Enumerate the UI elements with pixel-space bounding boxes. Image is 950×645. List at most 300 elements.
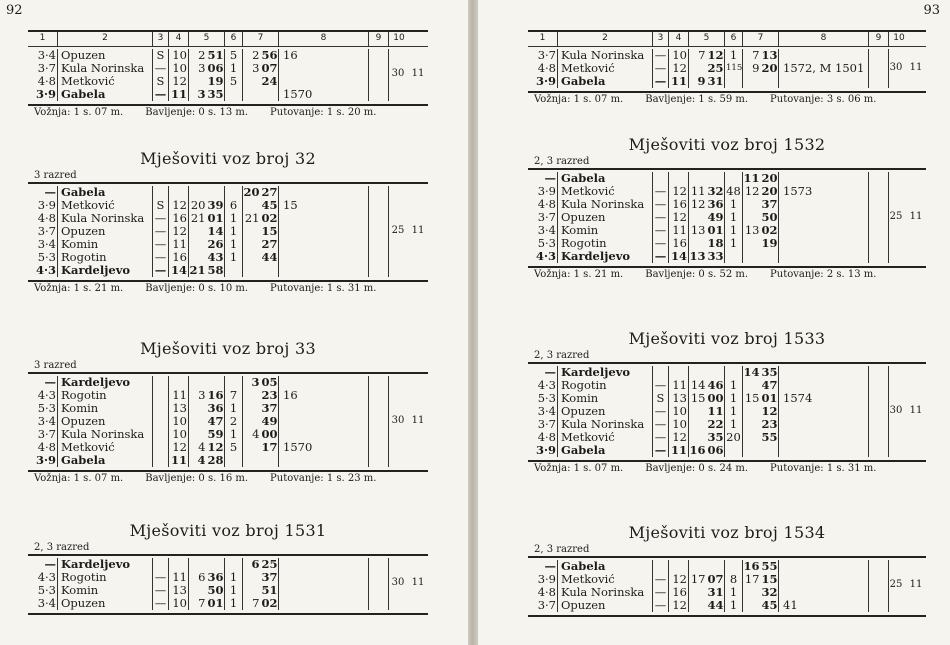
train-title: Mješoviti voz broj 1531 [129, 521, 327, 540]
table-row [528, 172, 926, 185]
departure-cell [243, 251, 279, 264]
station-cell: Kardeljevo [558, 250, 653, 263]
runtime-cell: 12 [169, 75, 189, 88]
symbol-cell: S [153, 75, 169, 88]
stop-time: Bavljenje: 0 s. 13 m. [145, 107, 249, 118]
arrival-minute: 28 [207, 454, 224, 467]
departure-minute [761, 75, 779, 88]
column-header-row [528, 32, 926, 47]
km-cell: 3·9 [528, 573, 558, 586]
speed-columns [388, 577, 428, 588]
col9-cell [869, 560, 889, 573]
col9-cell [369, 389, 389, 402]
connection-cell [279, 454, 369, 467]
col10-value: 11 [909, 405, 923, 416]
km-cell: 4·8 [28, 75, 58, 88]
runtime-cell [669, 560, 689, 573]
arrival-hour [189, 225, 207, 238]
departure-cell [743, 560, 779, 573]
connection-cell [279, 238, 369, 251]
km-cell: 3·7 [528, 49, 558, 62]
departure-minute: 56 [261, 49, 278, 62]
speed-columns [886, 62, 926, 73]
table-body [28, 184, 428, 282]
speed-columns [886, 579, 926, 590]
symbol-cell: — [153, 62, 169, 75]
arrival-minute: 12 [207, 441, 224, 454]
col10-cell [389, 441, 409, 454]
stop-cell: 1 [725, 224, 743, 237]
arrival-hour [189, 415, 207, 428]
departure-hour [243, 441, 261, 454]
station-cell: Metković [558, 431, 653, 444]
table-row [528, 392, 926, 405]
symbol-cell: — [653, 62, 669, 75]
table-row [28, 389, 428, 402]
col9-cell [869, 366, 889, 379]
departure-hour [243, 199, 261, 212]
arrival-hour: 7 [198, 597, 206, 610]
arrival-cell [689, 366, 725, 379]
runtime-cell [169, 376, 189, 389]
departure-minute: 49 [261, 415, 278, 428]
arrival-hour [689, 172, 707, 185]
km-cell: 3·7 [528, 418, 558, 431]
arrival-minute: 01 [707, 224, 724, 237]
col9-cell [369, 212, 389, 225]
col9-value: 30 [391, 68, 405, 79]
stop-cell [225, 558, 243, 571]
column-header-1: 1 [528, 32, 558, 46]
symbol-cell: — [653, 185, 669, 198]
arrival-minute: 59 [207, 428, 224, 441]
arrival-cell [689, 444, 725, 457]
symbol-cell: — [653, 250, 669, 263]
arrival-cell [189, 75, 225, 88]
speed-columns [388, 415, 428, 426]
departure-hour [243, 454, 261, 467]
class-label: 3 razred [34, 360, 77, 371]
col9-value: 30 [889, 405, 903, 416]
table-row [28, 441, 428, 454]
departure-minute: 27 [261, 186, 278, 199]
train-title: Mješoviti voz broj 33 [140, 339, 316, 358]
km-cell: 3·4 [528, 224, 558, 237]
departure-minute: 32 [761, 586, 778, 599]
arrival-minute: 11 [707, 405, 724, 418]
stop-cell [225, 376, 243, 389]
table-row [28, 75, 428, 88]
arrival-minute: 47 [207, 415, 224, 428]
departure-minute: 51 [261, 584, 278, 597]
col10-value: 11 [909, 211, 923, 222]
duration-footer [28, 282, 428, 296]
table-row [28, 238, 428, 251]
runtime-cell: 10 [669, 418, 689, 431]
table-row [28, 571, 428, 584]
travel-time: Vožnja: 1 s. 07 m. [534, 94, 624, 105]
col10-value: 11 [909, 62, 923, 73]
arrival-cell [689, 431, 725, 444]
runtime-cell: 14 [670, 250, 687, 263]
column-header-6: 6 [225, 32, 243, 46]
col9-cell [869, 237, 889, 250]
departure-cell [243, 49, 279, 62]
class-label: 3 razred [34, 170, 77, 181]
symbol-cell: — [653, 211, 669, 224]
arrival-hour: 9 [697, 75, 706, 88]
arrival-hour [689, 586, 707, 599]
km-cell: 5·3 [28, 251, 58, 264]
arrival-hour [689, 366, 707, 379]
departure-cell [743, 573, 779, 586]
timetable-block-32 [28, 148, 428, 296]
departure-hour [743, 405, 761, 418]
col9-value: 30 [391, 577, 405, 588]
departure-cell [243, 389, 279, 402]
arrival-minute: 07 [707, 573, 724, 586]
connection-cell [779, 444, 869, 457]
table-body [28, 374, 428, 472]
col9-cell [369, 49, 389, 62]
stop-cell: 1 [725, 237, 743, 250]
arrival-hour [689, 431, 707, 444]
runtime-cell: 11 [169, 389, 189, 402]
arrival-hour: 13 [689, 250, 706, 263]
departure-minute: 45 [761, 599, 778, 612]
departure-cell [243, 584, 279, 597]
km-cell: 4·3 [28, 571, 58, 584]
station-cell: Gabela [58, 88, 153, 101]
arrival-cell [189, 238, 225, 251]
arrival-hour: 12 [690, 198, 706, 211]
runtime-cell: 10 [169, 62, 189, 75]
km-cell: 3·7 [28, 225, 58, 238]
stop-cell: 1 [725, 405, 743, 418]
station-cell: Opuzen [558, 599, 653, 612]
table-row [28, 62, 428, 75]
station-cell: Gabela [558, 172, 653, 185]
station-cell: Metković [558, 573, 653, 586]
symbol-cell [653, 560, 669, 573]
train-title: Mješoviti voz broj 32 [140, 149, 316, 168]
departure-cell [743, 62, 779, 75]
departure-cell [743, 237, 779, 250]
arrival-minute: 46 [707, 379, 724, 392]
column-header-5: 5 [189, 32, 225, 46]
runtime-cell: 12 [669, 211, 689, 224]
arrival-hour [189, 251, 207, 264]
col10-cell [889, 392, 909, 405]
arrival-hour [689, 62, 707, 75]
table-body [528, 170, 926, 268]
departure-minute: 23 [261, 389, 278, 402]
connection-cell [779, 560, 869, 573]
column-header-10: 10 [893, 33, 905, 43]
arrival-minute: 35 [207, 88, 224, 101]
arrival-cell [189, 454, 225, 467]
col10-cell [889, 444, 909, 457]
departure-hour: 13 [744, 224, 760, 237]
table-row [528, 599, 926, 612]
symbol-cell: — [153, 571, 169, 584]
arrival-cell [689, 405, 725, 418]
stop-cell: 8 [725, 573, 743, 586]
symbol-cell: — [653, 237, 669, 250]
arrival-hour [689, 211, 707, 224]
stop-time: Bavljenje: 0 s. 24 m. [645, 463, 749, 474]
col10-cell [389, 238, 409, 251]
station-cell: Komin [58, 402, 153, 415]
runtime-cell: 11 [169, 571, 189, 584]
departure-minute: 02 [761, 224, 778, 237]
runtime-cell: 11 [669, 379, 689, 392]
connection-cell: 16 [279, 49, 369, 62]
station-cell: Komin [58, 584, 153, 597]
arrival-hour: 20 [190, 199, 206, 212]
departure-minute: 55 [761, 431, 778, 444]
col10-value: 11 [411, 225, 425, 236]
runtime-cell: 12 [169, 441, 189, 454]
timetable-block-1531 [28, 520, 428, 615]
runtime-cell [669, 366, 689, 379]
departure-hour [743, 418, 761, 431]
departure-minute: 35 [761, 366, 778, 379]
runtime-cell: 12 [669, 431, 689, 444]
connection-cell [779, 431, 869, 444]
departure-hour [743, 444, 761, 457]
arrival-hour: 2 [198, 49, 206, 62]
runtime-cell: 13 [169, 584, 189, 597]
col9-cell [369, 415, 389, 428]
departure-minute: 55 [761, 560, 778, 573]
arrival-cell [189, 389, 225, 402]
departure-hour: 4 [252, 428, 260, 441]
arrival-cell [689, 172, 725, 185]
station-cell: Opuzen [558, 211, 653, 224]
departure-minute: 37 [261, 571, 278, 584]
arrival-cell [189, 376, 225, 389]
departure-minute: 05 [261, 376, 278, 389]
departure-hour: 6 [251, 558, 260, 571]
runtime-cell: 16 [169, 251, 189, 264]
km-cell: 4·8 [528, 431, 558, 444]
connection-cell [779, 379, 869, 392]
departure-minute: 45 [261, 199, 278, 212]
col9-cell [369, 75, 389, 88]
table-row [528, 75, 926, 88]
departure-hour [743, 237, 761, 250]
class-label: 2, 3 razred [534, 156, 590, 167]
station-cell: Kardeljevo [558, 366, 653, 379]
departure-minute [761, 444, 779, 457]
departure-cell [743, 405, 779, 418]
arrival-hour [689, 237, 707, 250]
col10-cell [889, 75, 909, 88]
arrival-hour: 3 [198, 62, 206, 75]
arrival-cell [189, 441, 225, 454]
connection-cell [279, 251, 369, 264]
km-cell: 5·3 [28, 584, 58, 597]
col9-cell [869, 75, 889, 88]
col9-cell [869, 185, 889, 198]
departure-cell [743, 444, 779, 457]
arrival-minute: 51 [207, 49, 224, 62]
station-cell: Metković [58, 441, 153, 454]
departure-minute: 24 [261, 75, 278, 88]
timetable-block-prev [28, 30, 428, 120]
col9-cell [369, 558, 389, 571]
col10-cell [389, 428, 409, 441]
connection-cell [779, 586, 869, 599]
table-row [528, 185, 926, 198]
arrival-minute: 44 [707, 599, 724, 612]
col9-cell [369, 225, 389, 238]
km-cell: — [28, 186, 58, 199]
departure-hour [743, 211, 761, 224]
table-row [528, 444, 926, 457]
table-row [28, 415, 428, 428]
connection-cell [779, 224, 869, 237]
runtime-cell: 12 [669, 62, 689, 75]
symbol-cell: — [153, 212, 169, 225]
station-cell: Rogotin [558, 237, 653, 250]
col10-cell [389, 454, 409, 467]
stop-cell: 2 [225, 415, 243, 428]
symbol-cell: — [153, 597, 169, 610]
departure-minute [261, 454, 279, 467]
arrival-minute: 58 [207, 264, 224, 277]
stop-cell [225, 186, 243, 199]
stop-cell [225, 264, 243, 277]
departure-cell [243, 558, 279, 571]
km-cell: 3·9 [28, 199, 58, 212]
table-row [528, 418, 926, 431]
arrival-hour: 7 [698, 49, 706, 62]
km-cell: 4·3 [28, 264, 58, 277]
km-cell: — [528, 172, 558, 185]
travel-time: Vožnja: 1 s. 07 m. [34, 473, 124, 484]
arrival-minute: 18 [707, 237, 724, 250]
station-cell: Kardeljevo [58, 264, 153, 277]
col10-cell [889, 224, 909, 237]
symbol-cell: — [153, 251, 169, 264]
table-row [28, 251, 428, 264]
station-cell: Metković [558, 185, 653, 198]
runtime-cell: 11 [670, 444, 687, 457]
runtime-cell: 10 [169, 428, 189, 441]
departure-minute: 07 [261, 62, 278, 75]
table-body [528, 364, 926, 462]
col9-value: 25 [391, 225, 405, 236]
arrival-cell [689, 75, 725, 88]
col10-cell [889, 379, 909, 392]
arrival-minute [707, 560, 725, 573]
departure-hour [743, 250, 761, 263]
stop-cell: 20 [725, 431, 743, 444]
timetable-block-1533 [528, 328, 926, 476]
col9-cell [869, 172, 889, 185]
departure-cell [743, 224, 779, 237]
departure-minute: 15 [761, 573, 778, 586]
train-title: Mješoviti voz broj 1533 [628, 329, 826, 348]
table-row [528, 366, 926, 379]
departure-minute: 01 [761, 392, 778, 405]
connection-cell: 1570 [279, 88, 369, 101]
station-cell: Metković [58, 75, 153, 88]
col10-cell [889, 185, 909, 198]
km-cell: 3·9 [528, 444, 558, 457]
table-row [28, 225, 428, 238]
stop-cell [225, 88, 243, 101]
duration-footer [528, 268, 926, 282]
connection-cell [779, 75, 869, 88]
departure-cell [243, 441, 279, 454]
arrival-minute: 16 [207, 389, 224, 402]
arrival-minute: 43 [207, 251, 224, 264]
arrival-cell [689, 49, 725, 62]
table-row [528, 198, 926, 211]
station-cell: Kula Norinska [558, 49, 653, 62]
departure-cell [743, 250, 779, 263]
connection-cell: 1572, M 1501 [779, 62, 869, 75]
arrival-cell [189, 199, 225, 212]
departure-minute: 15 [261, 225, 278, 238]
symbol-cell: — [653, 49, 669, 62]
departure-minute: 25 [261, 558, 278, 571]
km-cell: — [528, 366, 558, 379]
col9-cell [369, 238, 389, 251]
table-row [28, 428, 428, 441]
runtime-cell: 11 [170, 88, 187, 101]
connection-cell: 1573 [779, 185, 869, 198]
column-header-7: 7 [243, 32, 279, 46]
page-number: 92 [6, 3, 23, 18]
col9-cell [869, 379, 889, 392]
arrival-minute: 00 [707, 392, 724, 405]
col10-cell [389, 376, 409, 389]
km-cell: 3·7 [28, 428, 58, 441]
stop-cell: 1 [725, 211, 743, 224]
stop-cell: 7 [225, 389, 243, 402]
col10-cell [389, 389, 409, 402]
table-row [528, 211, 926, 224]
travel-time: Vožnja: 1 s. 07 m. [34, 107, 124, 118]
km-cell: 3·7 [528, 211, 558, 224]
km-cell: 4·3 [28, 389, 58, 402]
station-cell: Metković [558, 62, 653, 75]
column-header-8: 8 [779, 32, 869, 46]
symbol-cell: — [153, 584, 169, 597]
symbol-cell [153, 402, 169, 415]
arrival-minute [207, 558, 225, 571]
symbol-cell: — [653, 75, 669, 88]
symbol-cell: — [653, 198, 669, 211]
arrival-hour: 3 [197, 88, 206, 101]
stop-cell: 1 [725, 49, 743, 62]
station-cell: Opuzen [58, 415, 153, 428]
arrival-cell [689, 250, 725, 263]
runtime-cell: 16 [169, 212, 189, 225]
arrival-minute [707, 366, 725, 379]
arrival-hour [189, 402, 207, 415]
arrival-minute: 19 [207, 75, 224, 88]
stop-cell: 5 [225, 441, 243, 454]
table-row [528, 250, 926, 263]
runtime-cell [169, 186, 189, 199]
arrival-hour: 17 [690, 573, 706, 586]
connection-cell [779, 418, 869, 431]
